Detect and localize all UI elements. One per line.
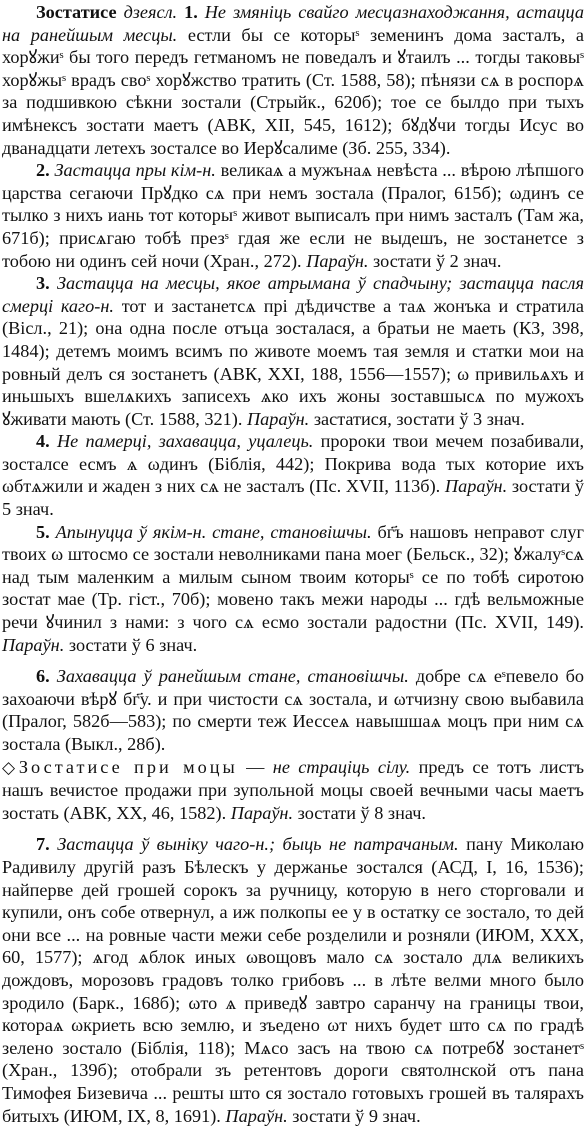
sense-definition: Не памерці, захавацца, уцалець. xyxy=(56,431,314,452)
sense-quote: добре сѧ еˢпевело бо захоаючи вѣрꙋ бг҃у. и при чистости сѧ зостала, и ωтчизну свою выбавила (Пралог, 582б—583); по смерти теж Иессеѧ навышшаѧ моцъ при ним сѧ зостала (Выкл., 28б). xyxy=(2,666,585,754)
sense-definition: Апынуцца ў якім-н. стане, становішчы. xyxy=(55,521,372,542)
phrase-meaning: не страціць сілу. xyxy=(272,756,411,777)
sense-definition: Захавацца ў ранейшым стане, становішчы. xyxy=(56,666,409,687)
sense-number: 3. xyxy=(36,273,50,294)
diamond-icon: ◇ xyxy=(2,757,19,778)
parallel-label: Параўн. xyxy=(225,1105,288,1126)
entry-sense-5 xyxy=(2,521,584,657)
parallel-ref: зостати ў 8 знач. xyxy=(297,802,426,823)
entry-sense-7 xyxy=(2,833,584,1127)
parallel-label: Параўн. xyxy=(2,634,65,655)
sense-quote: естли бы се которыˢ земенинъ дома засталъ, а хорꙋжиˢ бы того передъ гетманомъ не поведалъ и ꙋтаилъ ... тогды таковыˢ хорꙋжыˢ врадъ своˢ хорꙋжство тратить (Ст. 1588, 58); пѣнязи сѧ в роспорѧ за подшивкою сѣкни зостали (Стрыйк., 620б); тое се былдо при тыхъ имѣнексъ зостати маетъ (АВК, XII, 545, 1612); бꙋдꙋчи тогды Исус во дванадцати летехъ зосталсе во Иерꙋсалиме (Зб. 255, 334). xyxy=(2,24,584,158)
sense-number: 6. xyxy=(36,666,50,687)
sense-quote: тот и застанетсѧ прі дѣдичстве а таѧ жонъка и стратила (Вісл., 21); она одна после отъца зосталася, а братьи не маеть (КЗ, 398, 1484); детемъ моимъ всимъ по животе моемъ тая земля и статки мои на ровный делъ ся зостанетъ (АВК, XXI, 188, 1556—1557); ω привильѧхъ и иньшыхъ вшелѧкихъ записехъ ѧко ихъ жоны зоставшысѧ по мужохъ ꙋживати мають (Ст. 1588, 321). xyxy=(2,295,584,429)
entry-sense-2 xyxy=(2,159,584,272)
sense-quote: великаѧ а мужънаѧ невѣста ... вѣрою лѣпшого царства сегаючи Прꙋдко сѧ при немъ зостала (Пралог, 615б); ωдинъ се тылко з нихъ иань тот которыˢ живот выписалъ при нимъ засталъ (Там жа, 671б); присѧгаю тобѣ презˢ гдая же если не выдешъ, не зостанетсе з тобою ни одинъ сей ночи (Хран., 272). xyxy=(2,160,585,271)
phrase-block xyxy=(2,756,584,825)
parallel-label: Параўн. xyxy=(230,802,294,823)
sense-quote: пророки твои мечем позабивали, зосталсе есмъ ѧ ωдинъ (Біблія, 442); Покрива вода тых которие ихъ ωбтѧжили и жаден з них сѧ не засталъ (Пс. XVII, 113б). xyxy=(2,431,585,497)
parallel-ref: застатися, зостати ў 3 знач. xyxy=(313,408,525,429)
parallel-ref: зостати ў 6 знач. xyxy=(68,634,198,655)
sense-number: 2. xyxy=(36,160,50,181)
sense-definition: Не змяніць свайго месцазнаходжання, астацца на ранейшым месцы. xyxy=(2,2,585,45)
parallel-ref: зостати ў 5 знач. xyxy=(2,476,585,520)
phrase-quote: предъ се тотъ листъ нашъ вечистое продажи при зупольной моцы своей вечными часы маетъ зостать (АВК, XX, 46, 1582). xyxy=(2,756,584,823)
sense-definition: Застацца ў выніку чаго-н.; быць не патрачаным. xyxy=(57,834,459,855)
entry-sense-4 xyxy=(2,430,584,520)
entry-headword: Зостатисе xyxy=(36,2,117,22)
parallel-ref: зостати ў 9 знач. xyxy=(292,1105,421,1126)
sense-number: 1. xyxy=(184,2,198,22)
parallel-label: Параўн. xyxy=(246,408,310,429)
sense-number: 4. xyxy=(36,431,50,452)
sense-definition: Застацца на месцы, якое атрымана ў спадчыну; застацца пасля смерці каго-н. xyxy=(2,273,584,316)
entry-sense-1 xyxy=(2,1,584,159)
phrase-dash: — xyxy=(246,756,265,777)
parallel-ref: зостати ў 2 знач. xyxy=(373,250,502,271)
parallel-label: Параўн. xyxy=(306,250,369,271)
sense-number: 5. xyxy=(36,521,50,542)
sense-quote: пану Миколаю Радивилу другій разъ Бѣлескъ у держанье зостался (АСД, I, 16, 1536); найперве дей грошей сорокъ за ручницу, которую в него сторговали и купили, онъ собе отвернул, а иж полкопы ее у в остатку се зостало, то дей они все ... на ровные части межи себе розделили и розняли (ИЮМ, XXX, 60, 1577); ѧгод ѧблок иных ωвощовъ мало сѧ зостало длѧ великихъ дождовъ, морозовъ градовъ толко грибовъ ... в лѣте велми много было зродило (Барк., 168б); ωто ѧ приведꙋ завтро саранчу на границы твои, котораѧ ωкриеть всю землю, и зъедено ωт нихъ будет што сѧ по градѣ зелено зостало (Біблія, 118); Мѧсо засъ на твою сѧ потребꙋ зостанетˢ (Хран., 139б); отобрали зъ ретентовъ дороги святолнской отъ пана Тимофея Бизевича ... решты што ся зостало готовыхъ грошей въ талярахъ битыхъ (ИЮМ, IX, 8, 1691). xyxy=(2,834,584,1126)
entry-sense-3 xyxy=(2,272,584,430)
sense-number: 7. xyxy=(36,834,50,855)
parallel-label: Параўн. xyxy=(444,476,508,497)
sense-quote: бг҃ъ нашовъ неправот слуг твоих ω штосмо се зостали неволниками пана моег (Бельск., 32); ꙋжалуˢсѧ над тым маленким а милым сыном твоим которыˢ се по тобѣ сиротою зостат мае (Тр. гіст., 70б); мовено такъ межи народы ... гдѣ вельможные речи ꙋчинил з нами: з чого сѧ есмо зостали радостни (Пс. XVII, 149). xyxy=(2,521,585,633)
phrase-text: Зостатисе при моцы xyxy=(18,756,238,777)
entry-pos: дзеясл. xyxy=(123,2,178,22)
entry-sense-6 xyxy=(2,665,584,755)
sense-definition: Застацца пры кім-н. xyxy=(54,160,216,181)
